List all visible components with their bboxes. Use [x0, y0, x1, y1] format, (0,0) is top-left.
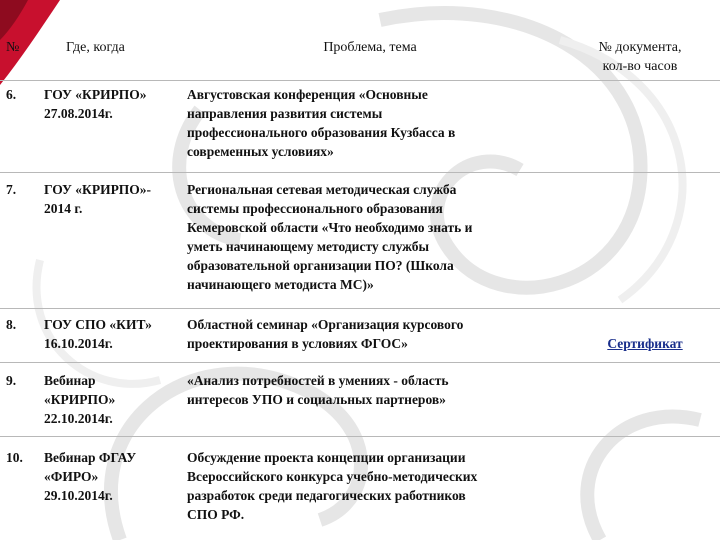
table-row: [0, 438, 720, 538]
divider: [0, 436, 720, 437]
table-header: [0, 0, 720, 80]
row-num: 9.: [6, 373, 17, 388]
table-row: [0, 174, 720, 308]
divider: [0, 362, 720, 363]
row-where-when: Вебинар ФГАУ «ФИРО» 29.10.2014г.: [44, 450, 137, 503]
header-num: №: [6, 40, 20, 55]
row-topic: Областной семинар «Организация курсового проектирования в условиях ФГОС»: [187, 317, 464, 351]
header-doc: № документа, кол-во часов: [598, 40, 682, 74]
row-where-when: ГОУ СПО «КИТ» 16.10.2014г.: [44, 317, 152, 351]
divider: [0, 172, 720, 173]
table-row: [0, 82, 720, 172]
row-topic: Обсуждение проекта концепции организации Всероссийского конкурса учебно-методических разработок среди педагогических работников СПО РФ.: [187, 450, 478, 522]
row-num: 7.: [6, 182, 17, 197]
row-num: 8.: [6, 317, 17, 332]
certificate-link[interactable]: Сертификат: [607, 336, 683, 351]
row-topic: Региональная сетевая методическая служба системы профессионального образования Кемеровской области «Что необходимо знать и уметь начинающему методисту службы образовательной организации ПО? (Школа начинающего методиста МС)»: [187, 182, 473, 292]
row-topic: «Анализ потребностей в умениях - область интересов УПО и социальных партнеров»: [187, 373, 449, 407]
row-num: 10.: [6, 450, 23, 465]
row-where-when: Вебинар «КРИРПО» 22.10.2014г.: [44, 373, 116, 426]
row-num: 6.: [6, 87, 17, 102]
table-row: [0, 310, 720, 362]
row-where-when: ГОУ «КРИРПО»- 2014 г.: [44, 182, 152, 216]
divider: [0, 80, 720, 81]
divider: [0, 308, 720, 309]
header-where-when: Где, когда: [66, 40, 125, 55]
row-topic: Августовская конференция «Основные направления развития системы профессионального образования Кузбасса в современных условиях»: [187, 87, 456, 159]
row-where-when: ГОУ «КРИРПО» 27.08.2014г.: [44, 87, 147, 121]
table-row: [0, 364, 720, 436]
header-topic: Проблема, тема: [323, 40, 417, 55]
